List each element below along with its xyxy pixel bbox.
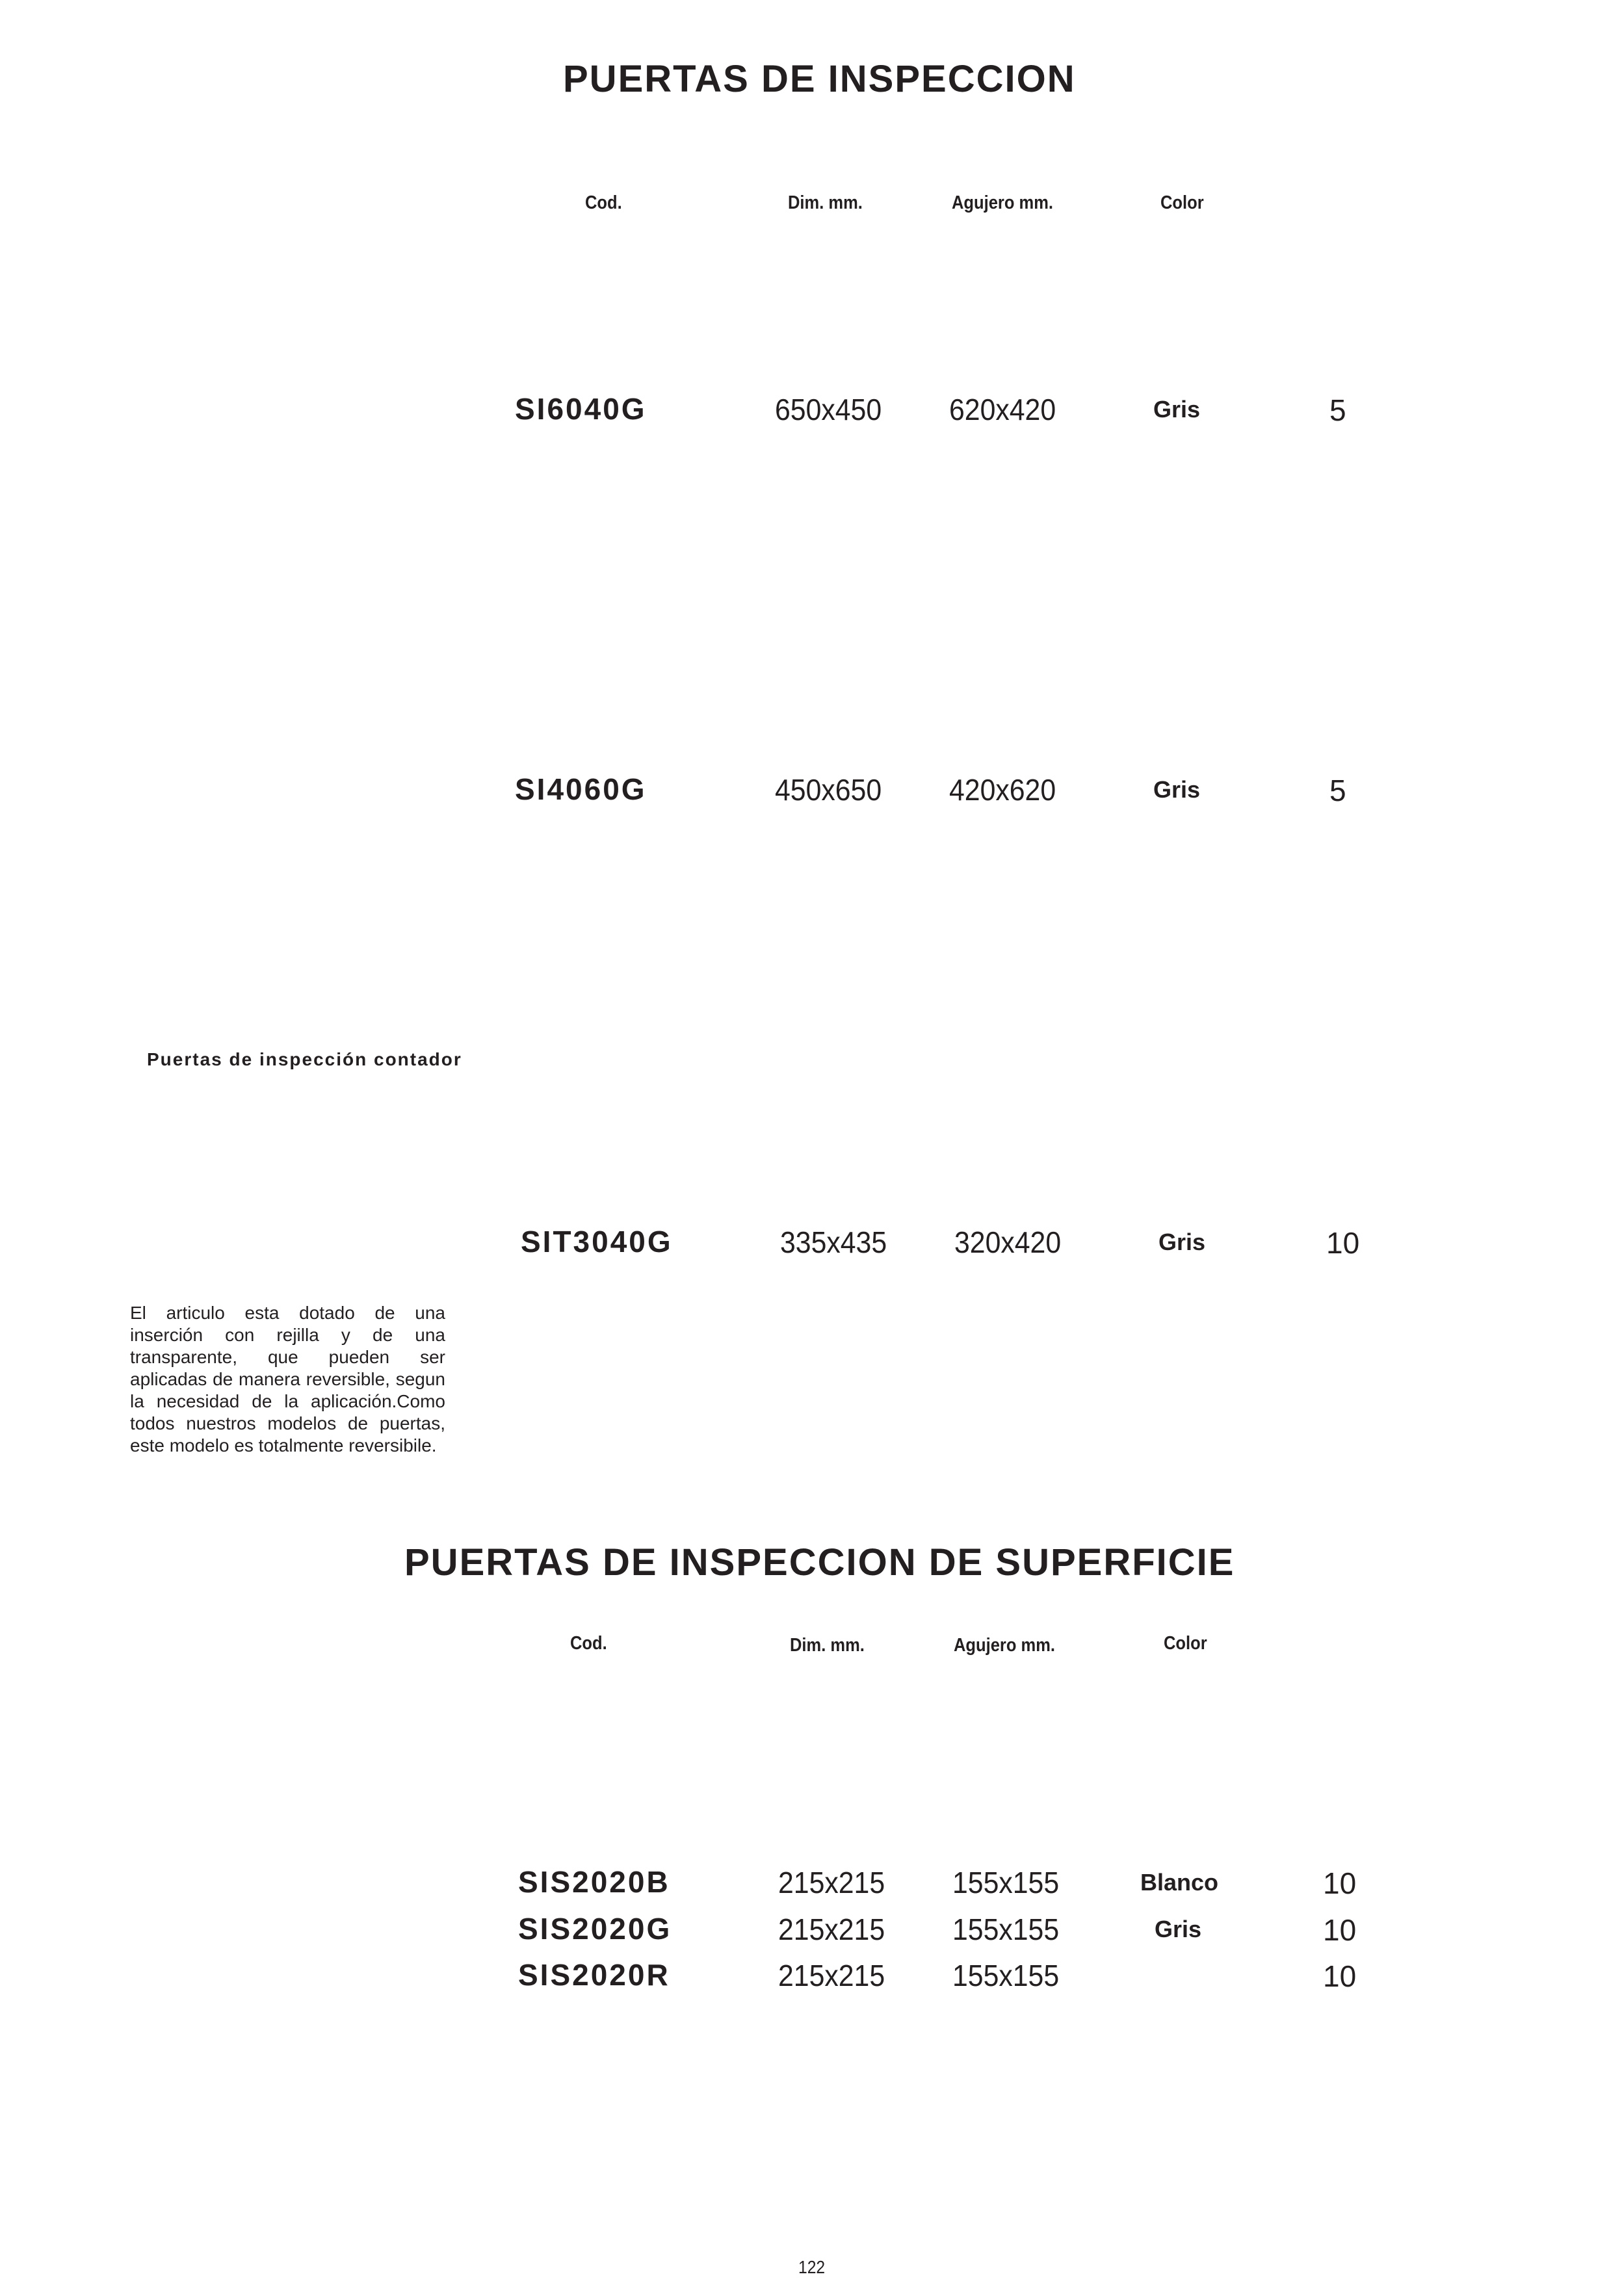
header-hole: Agujero mm. bbox=[952, 192, 1053, 213]
section-title: PUERTAS DE INSPECCION bbox=[563, 58, 1076, 100]
header-color: Color bbox=[1160, 192, 1204, 213]
dimension-value: 450x650 bbox=[775, 773, 882, 807]
hole-value: 155x155 bbox=[952, 1866, 1060, 1899]
hole-value: 320x420 bbox=[954, 1225, 1062, 1259]
header-dim: Dim. mm. bbox=[788, 192, 863, 213]
color-value: Gris bbox=[1158, 1229, 1206, 1255]
header-dim: Dim. mm. bbox=[790, 1635, 865, 1656]
dimension-value: 215x215 bbox=[778, 1866, 885, 1899]
product-code: SIS2020R bbox=[518, 1958, 670, 1992]
page-number: 122 bbox=[798, 2257, 826, 2277]
quantity-value: 10 bbox=[1323, 1913, 1357, 1947]
quantity-value: 10 bbox=[1326, 1226, 1360, 1260]
color-value: Gris bbox=[1153, 776, 1201, 803]
color-value: Gris bbox=[1155, 1916, 1202, 1942]
quantity-value: 5 bbox=[1329, 393, 1346, 427]
hole-value: 155x155 bbox=[952, 1959, 1060, 1992]
product-code: SI6040G bbox=[515, 392, 647, 426]
product-code: SIS2020B bbox=[518, 1865, 670, 1899]
product-code: SIT3040G bbox=[521, 1225, 673, 1259]
color-value: Gris bbox=[1153, 396, 1201, 423]
quantity-value: 10 bbox=[1323, 1959, 1357, 1993]
header-code: Cod. bbox=[585, 192, 622, 213]
header-code: Cod. bbox=[570, 1633, 607, 1654]
dimension-value: 215x215 bbox=[778, 1912, 885, 1946]
dimension-value: 215x215 bbox=[778, 1959, 885, 1992]
product-description: El articulo esta dotado de una inserción con rejilla y de una transparente, que pueden ser aplicadas de manera reversible, segun la necesidad de la aplicación.Como todos nuestros modelos de puertas, este modelo es totalmente reversibile. bbox=[130, 1303, 445, 1455]
product-subtitle: Puertas de inspección contador bbox=[147, 1049, 462, 1069]
hole-value: 155x155 bbox=[952, 1912, 1060, 1946]
product-code: SI4060G bbox=[515, 772, 647, 806]
dimension-value: 335x435 bbox=[780, 1225, 887, 1259]
header-color: Color bbox=[1164, 1633, 1207, 1654]
quantity-value: 10 bbox=[1323, 1866, 1357, 1900]
header-hole: Agujero mm. bbox=[954, 1635, 1055, 1656]
quantity-value: 5 bbox=[1329, 774, 1346, 807]
color-value: Blanco bbox=[1140, 1869, 1219, 1896]
dimension-value: 650x450 bbox=[775, 393, 882, 426]
hole-value: 420x620 bbox=[949, 773, 1056, 807]
section-title: PUERTAS DE INSPECCION DE SUPERFICIE bbox=[404, 1541, 1235, 1584]
product-code: SIS2020G bbox=[518, 1912, 672, 1946]
hole-value: 620x420 bbox=[949, 393, 1056, 426]
